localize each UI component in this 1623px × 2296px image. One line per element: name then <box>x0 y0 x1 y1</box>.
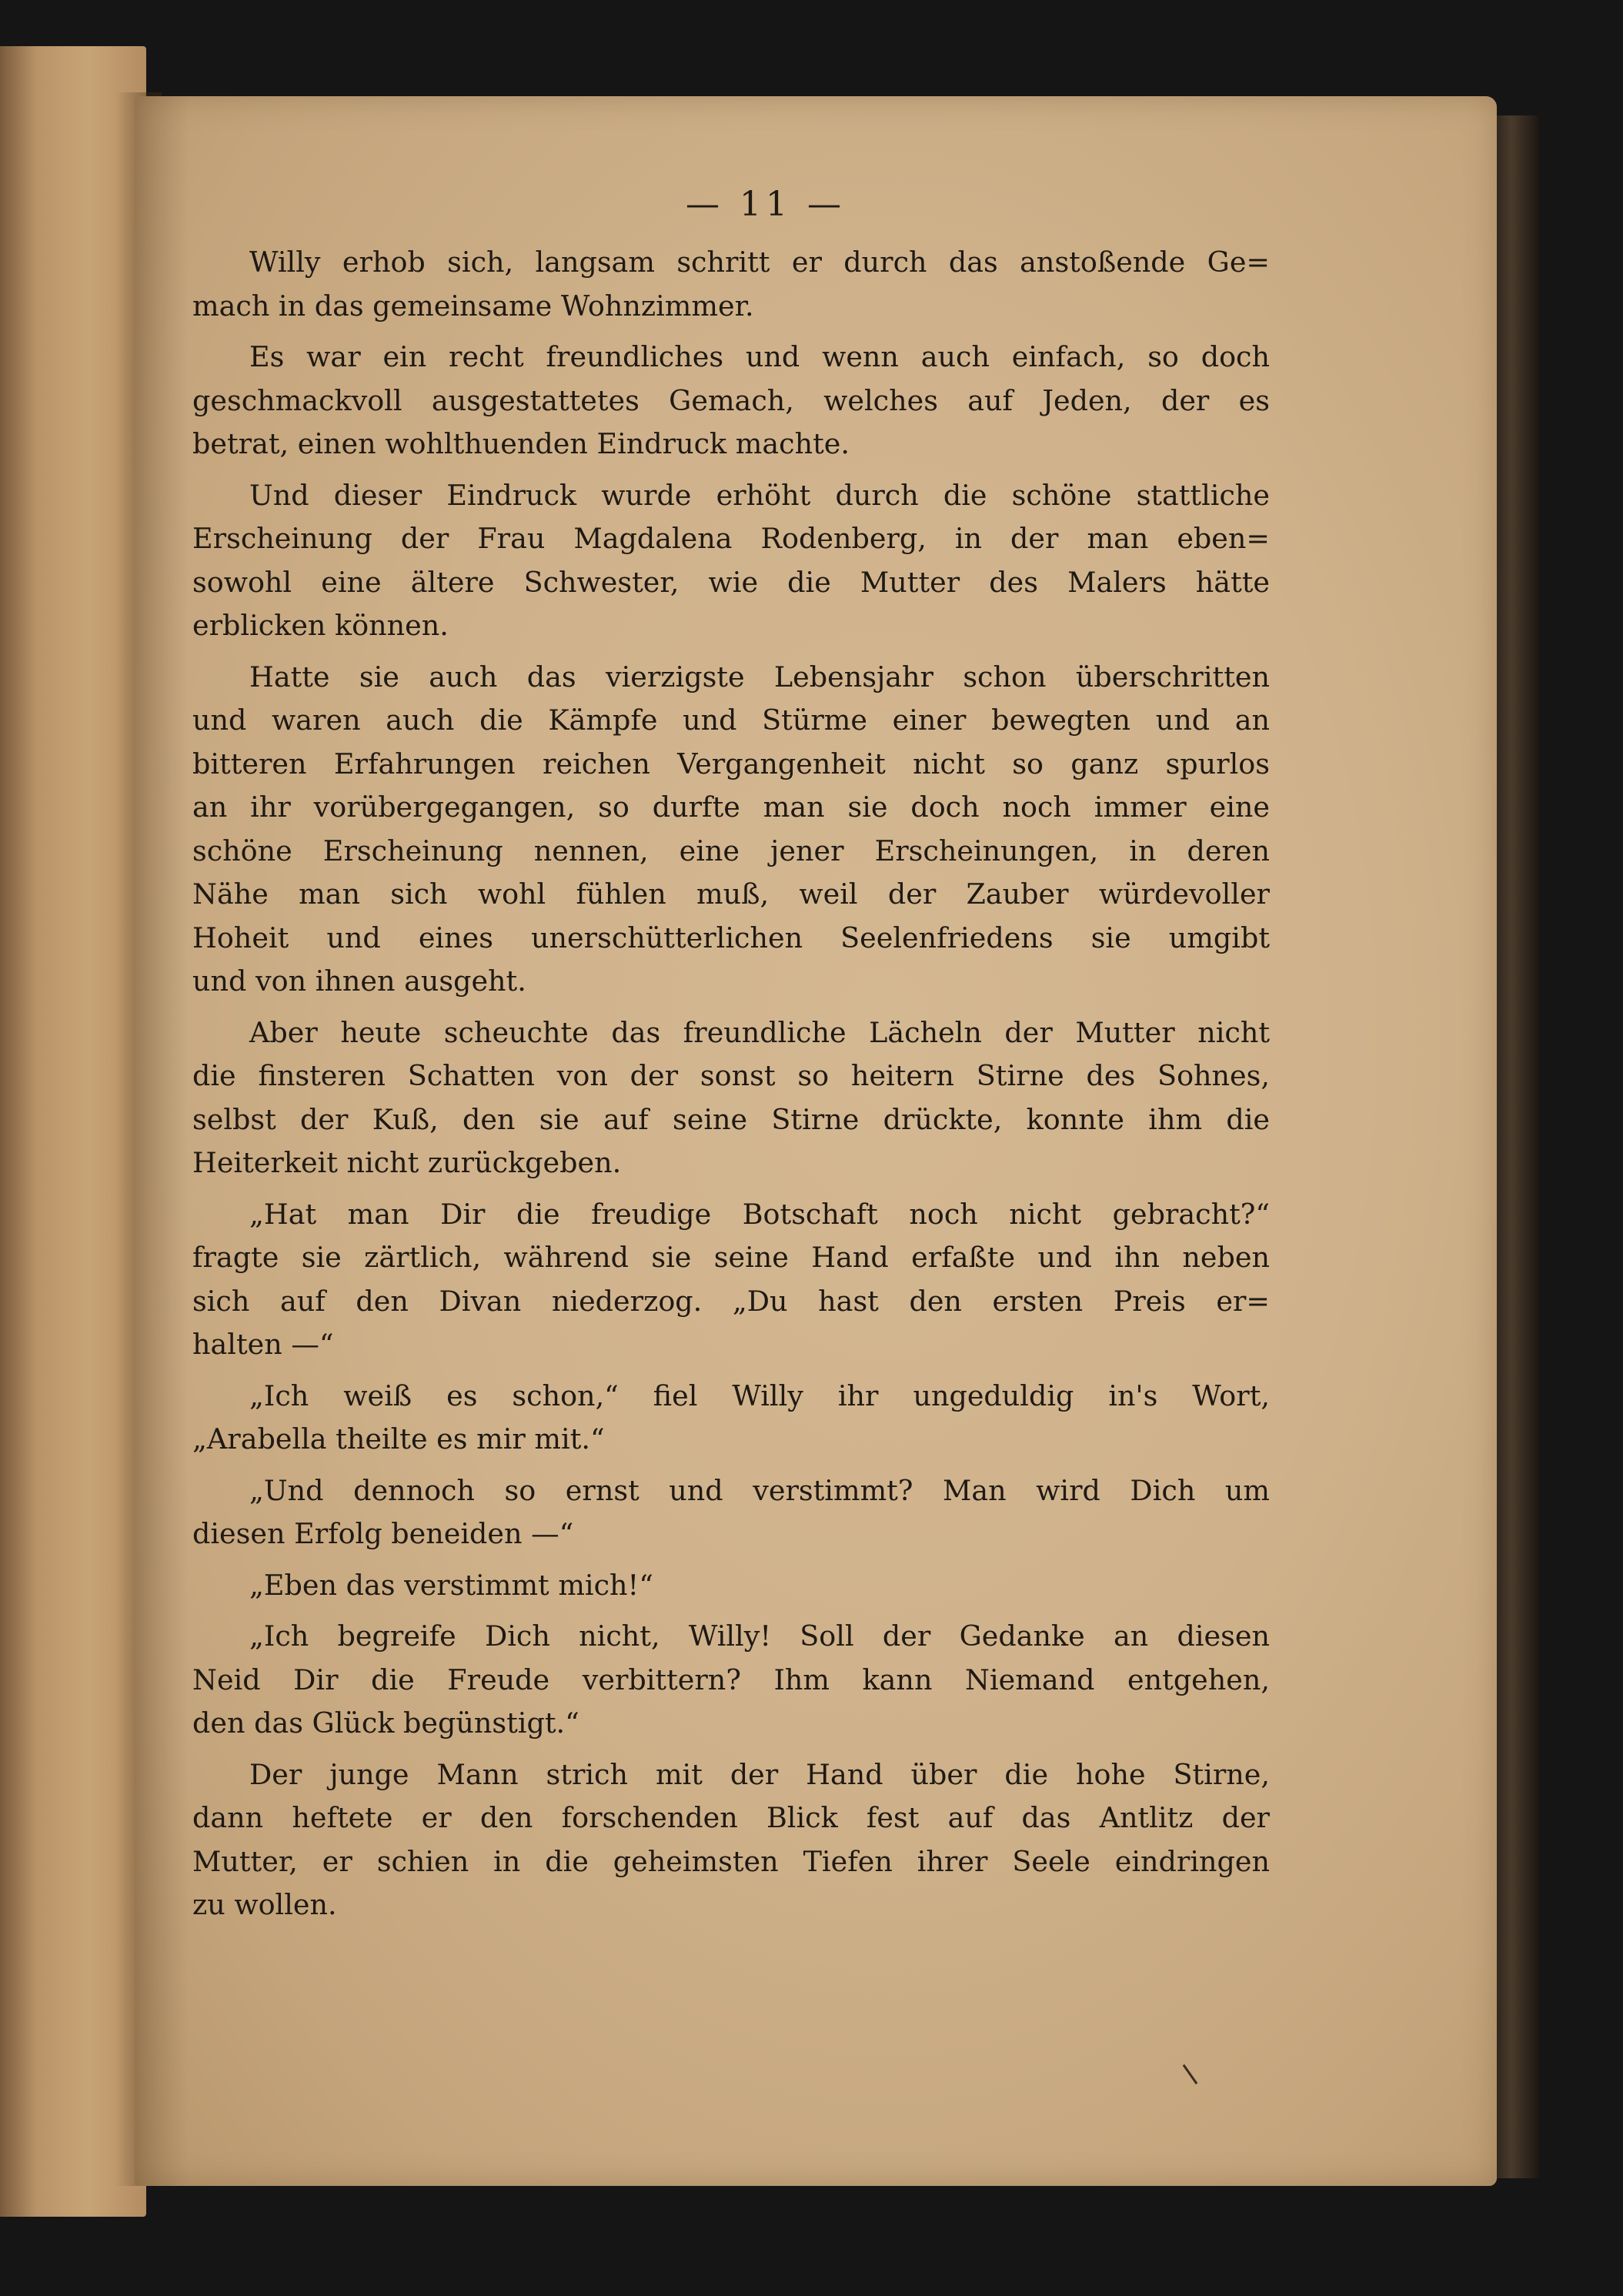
text-line: den das Glück begünstigt.“ <box>192 1706 579 1740</box>
paragraph <box>192 1564 1270 1608</box>
paragraph <box>192 474 1270 648</box>
paragraph <box>192 1193 1270 1367</box>
text-line: Willy erhob sich, langsam schritt er durch das anstoßende Ge= <box>249 246 1270 279</box>
paragraph <box>192 241 1270 328</box>
text-line: „Und dennoch so ernst und verstimmt? Man wird Dich um <box>249 1473 1270 1507</box>
text-line: halten —“ <box>192 1328 334 1361</box>
paragraph <box>192 1615 1270 1746</box>
text-line: Und dieser Eindruck wurde erhöht durch die schöne stattliche <box>249 478 1270 512</box>
text-line: Heiterkeit nicht zurückgeben. <box>192 1146 622 1179</box>
page-gutter-shade <box>135 96 189 2186</box>
text-line: geschmackvoll ausgestattetes Gemach, welches auf Jeden, der es <box>192 383 1270 417</box>
text-line: schöne Erscheinung nennen, eine jener Erscheinungen, in deren <box>192 834 1270 867</box>
text-body <box>192 241 1270 1927</box>
paragraph <box>192 656 1270 1004</box>
text-line: Aber heute scheuchte das freundliche Lächeln der Mutter nicht <box>249 1015 1270 1049</box>
text-line: Neid Dir die Freude verbittern? Ihm kann Niemand entgehen, <box>192 1663 1270 1696</box>
text-line: dann heftete er den forschenden Blick fest auf das Antlitz der <box>192 1801 1270 1834</box>
text-line: „Ich begreife Dich nicht, Willy! Soll der Gedanke an diesen <box>249 1619 1270 1653</box>
text-line: selbst der Kuß, den sie auf seine Stirne drückte, konnte ihm die <box>192 1102 1270 1136</box>
paragraph <box>192 1753 1270 1927</box>
text-line: und waren auch die Kämpfe und Stürme einer bewegten und an <box>192 704 1270 737</box>
text-line: und von ihnen ausgeht. <box>192 964 526 998</box>
text-line: bitteren Erfahrungen reichen Vergangenheit nicht so ganz spurlos <box>192 747 1270 780</box>
text-line: betrat, einen wohlthuenden Eindruck machte. <box>192 427 850 460</box>
text-line: an ihr vorübergegangen, so durfte man sie doch noch immer eine <box>192 790 1270 824</box>
text-line: diesen Erfolg beneiden —“ <box>192 1517 574 1550</box>
text-line: mach in das gemeinsame Wohnzimmer. <box>192 289 754 323</box>
paragraph <box>192 1469 1270 1556</box>
text-line: sowohl eine ältere Schwester, wie die Mutter des Malers hätte <box>192 565 1270 599</box>
text-line: fragte sie zärtlich, während sie seine Hand erfaßte und ihn neben <box>192 1241 1270 1274</box>
text-line: Der junge Mann strich mit der Hand über die hohe Stirne, <box>249 1757 1270 1791</box>
text-line: erblicken können. <box>192 609 449 642</box>
text-line: Nähe man sich wohl fühlen muß, weil der Zauber würdevoller <box>192 877 1270 911</box>
page-number: — 11 — <box>686 185 846 224</box>
text-line: Es war ein recht freundliches und wenn auch einfach, so doch <box>249 340 1270 373</box>
text-line: zu wollen. <box>192 1888 337 1921</box>
text-line: „Hat man Dir die freudige Botschaft noch nicht gebracht?“ <box>249 1197 1270 1231</box>
text-line: „Ich weiß es schon,“ fiel Willy ihr ungeduldig in's Wort, <box>249 1379 1270 1412</box>
text-line: die finsteren Schatten von der sonst so heitern Stirne des Sohnes, <box>192 1059 1270 1092</box>
text-line: „Eben das verstimmt mich!“ <box>249 1568 653 1602</box>
paragraph <box>192 1011 1270 1185</box>
text-line: Mutter, er schien in die geheimsten Tiefen ihrer Seele eindringen <box>192 1844 1270 1878</box>
text-line: Hatte sie auch das vierzigste Lebensjahr schon überschritten <box>249 660 1270 693</box>
text-line: Hoheit und eines unerschütterlichen Seelenfriedens sie umgibt <box>192 921 1270 954</box>
book-spine-edge <box>1493 115 1539 2178</box>
text-line: sich auf den Divan niederzog. „Du hast den ersten Preis er= <box>192 1284 1270 1318</box>
text-line: „Arabella theilte es mir mit.“ <box>192 1422 605 1455</box>
paragraph <box>192 336 1270 466</box>
text-line: Erscheinung der Frau Magdalena Rodenberg, in der man eben= <box>192 522 1270 555</box>
page-content <box>192 185 1270 1935</box>
paragraph <box>192 1375 1270 1462</box>
